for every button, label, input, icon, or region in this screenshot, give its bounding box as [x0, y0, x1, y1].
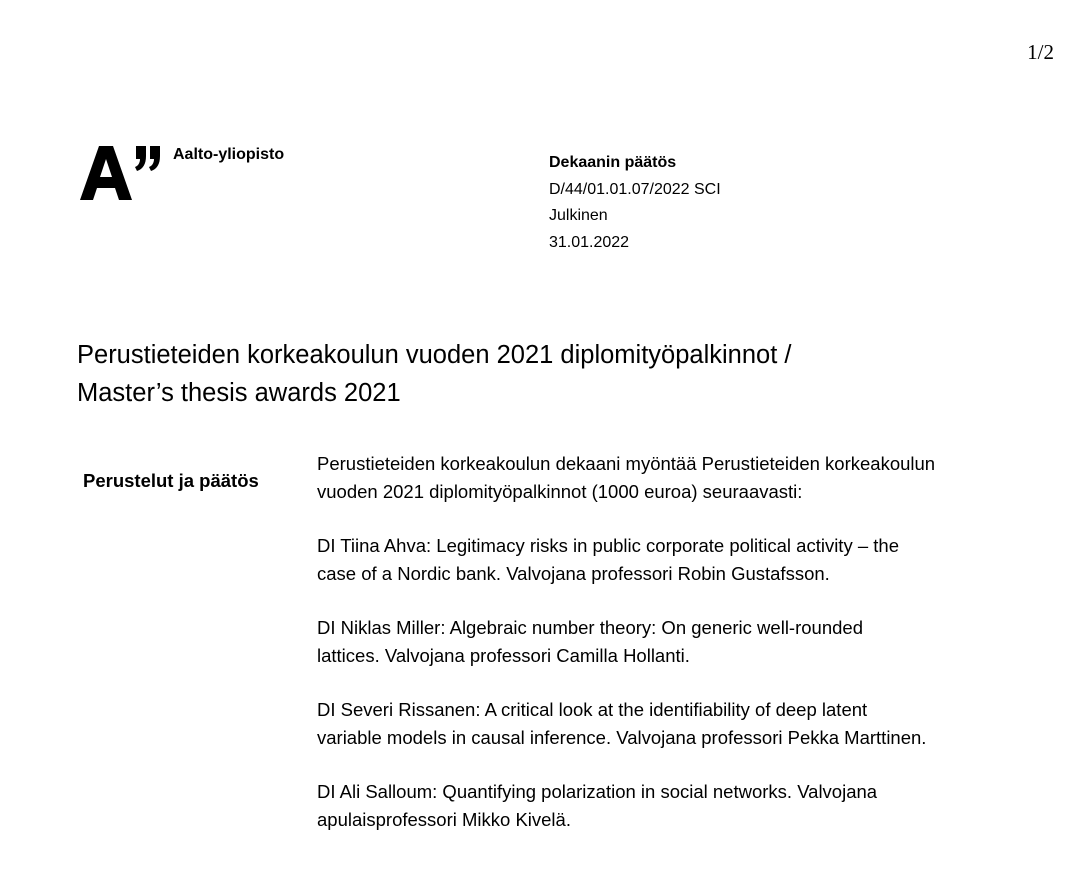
title-line-1: Perustieteiden korkeakoulun vuoden 2021 diplomityöpalkinnot /: [77, 341, 792, 369]
section-label: Perustelut ja päätös: [83, 470, 259, 491]
award-item: [317, 696, 1057, 752]
university-name: Aalto-yliopisto: [173, 146, 285, 163]
intro-line-1: Perustieteiden korkeakoulun dekaani myöntää Perustieteiden korkeakoulun: [317, 453, 936, 474]
aalto-logo-icon: [80, 138, 164, 202]
document-date: 31.01.2022: [549, 233, 630, 251]
award-line-1: DI Ali Salloum: Quantifying polarization in social networks. Valvojana: [317, 781, 878, 802]
intro-paragraph: [317, 450, 1057, 506]
award-line-2: lattices. Valvojana professori Camilla Hollanti.: [317, 645, 690, 666]
award-line-2: case of a Nordic bank. Valvojana professori Robin Gustafsson.: [317, 563, 830, 584]
award-item: [317, 614, 1057, 670]
document-type: Dekaanin päätös: [549, 154, 677, 171]
page-title: [77, 336, 1037, 412]
award-line-1: DI Severi Rissanen: A critical look at the identifiability of deep latent: [317, 699, 868, 720]
award-line-1: DI Niklas Miller: Algebraic number theory: On generic well-rounded: [317, 617, 863, 638]
intro-line-2: vuoden 2021 diplomityöpalkinnot (1000 euroa) seuraavasti:: [317, 481, 803, 502]
page-number: 1/2: [1027, 40, 1054, 64]
award-line-2: variable models in causal inference. Valvojana professori Pekka Marttinen.: [317, 727, 927, 748]
award-item: [317, 778, 1057, 834]
document-visibility: Julkinen: [549, 207, 608, 224]
document-meta: [549, 150, 721, 256]
award-item: [317, 532, 1057, 588]
aalto-logo: [80, 138, 164, 202]
title-line-2: Master’s thesis awards 2021: [77, 379, 401, 407]
award-line-2: apulaisprofessori Mikko Kivelä.: [317, 809, 571, 830]
award-line-1: DI Tiina Ahva: Legitimacy risks in public corporate political activity – the: [317, 535, 899, 556]
section-body: [317, 450, 1057, 860]
document-reference: D/44/01.01.07/2022 SCI: [549, 180, 721, 198]
